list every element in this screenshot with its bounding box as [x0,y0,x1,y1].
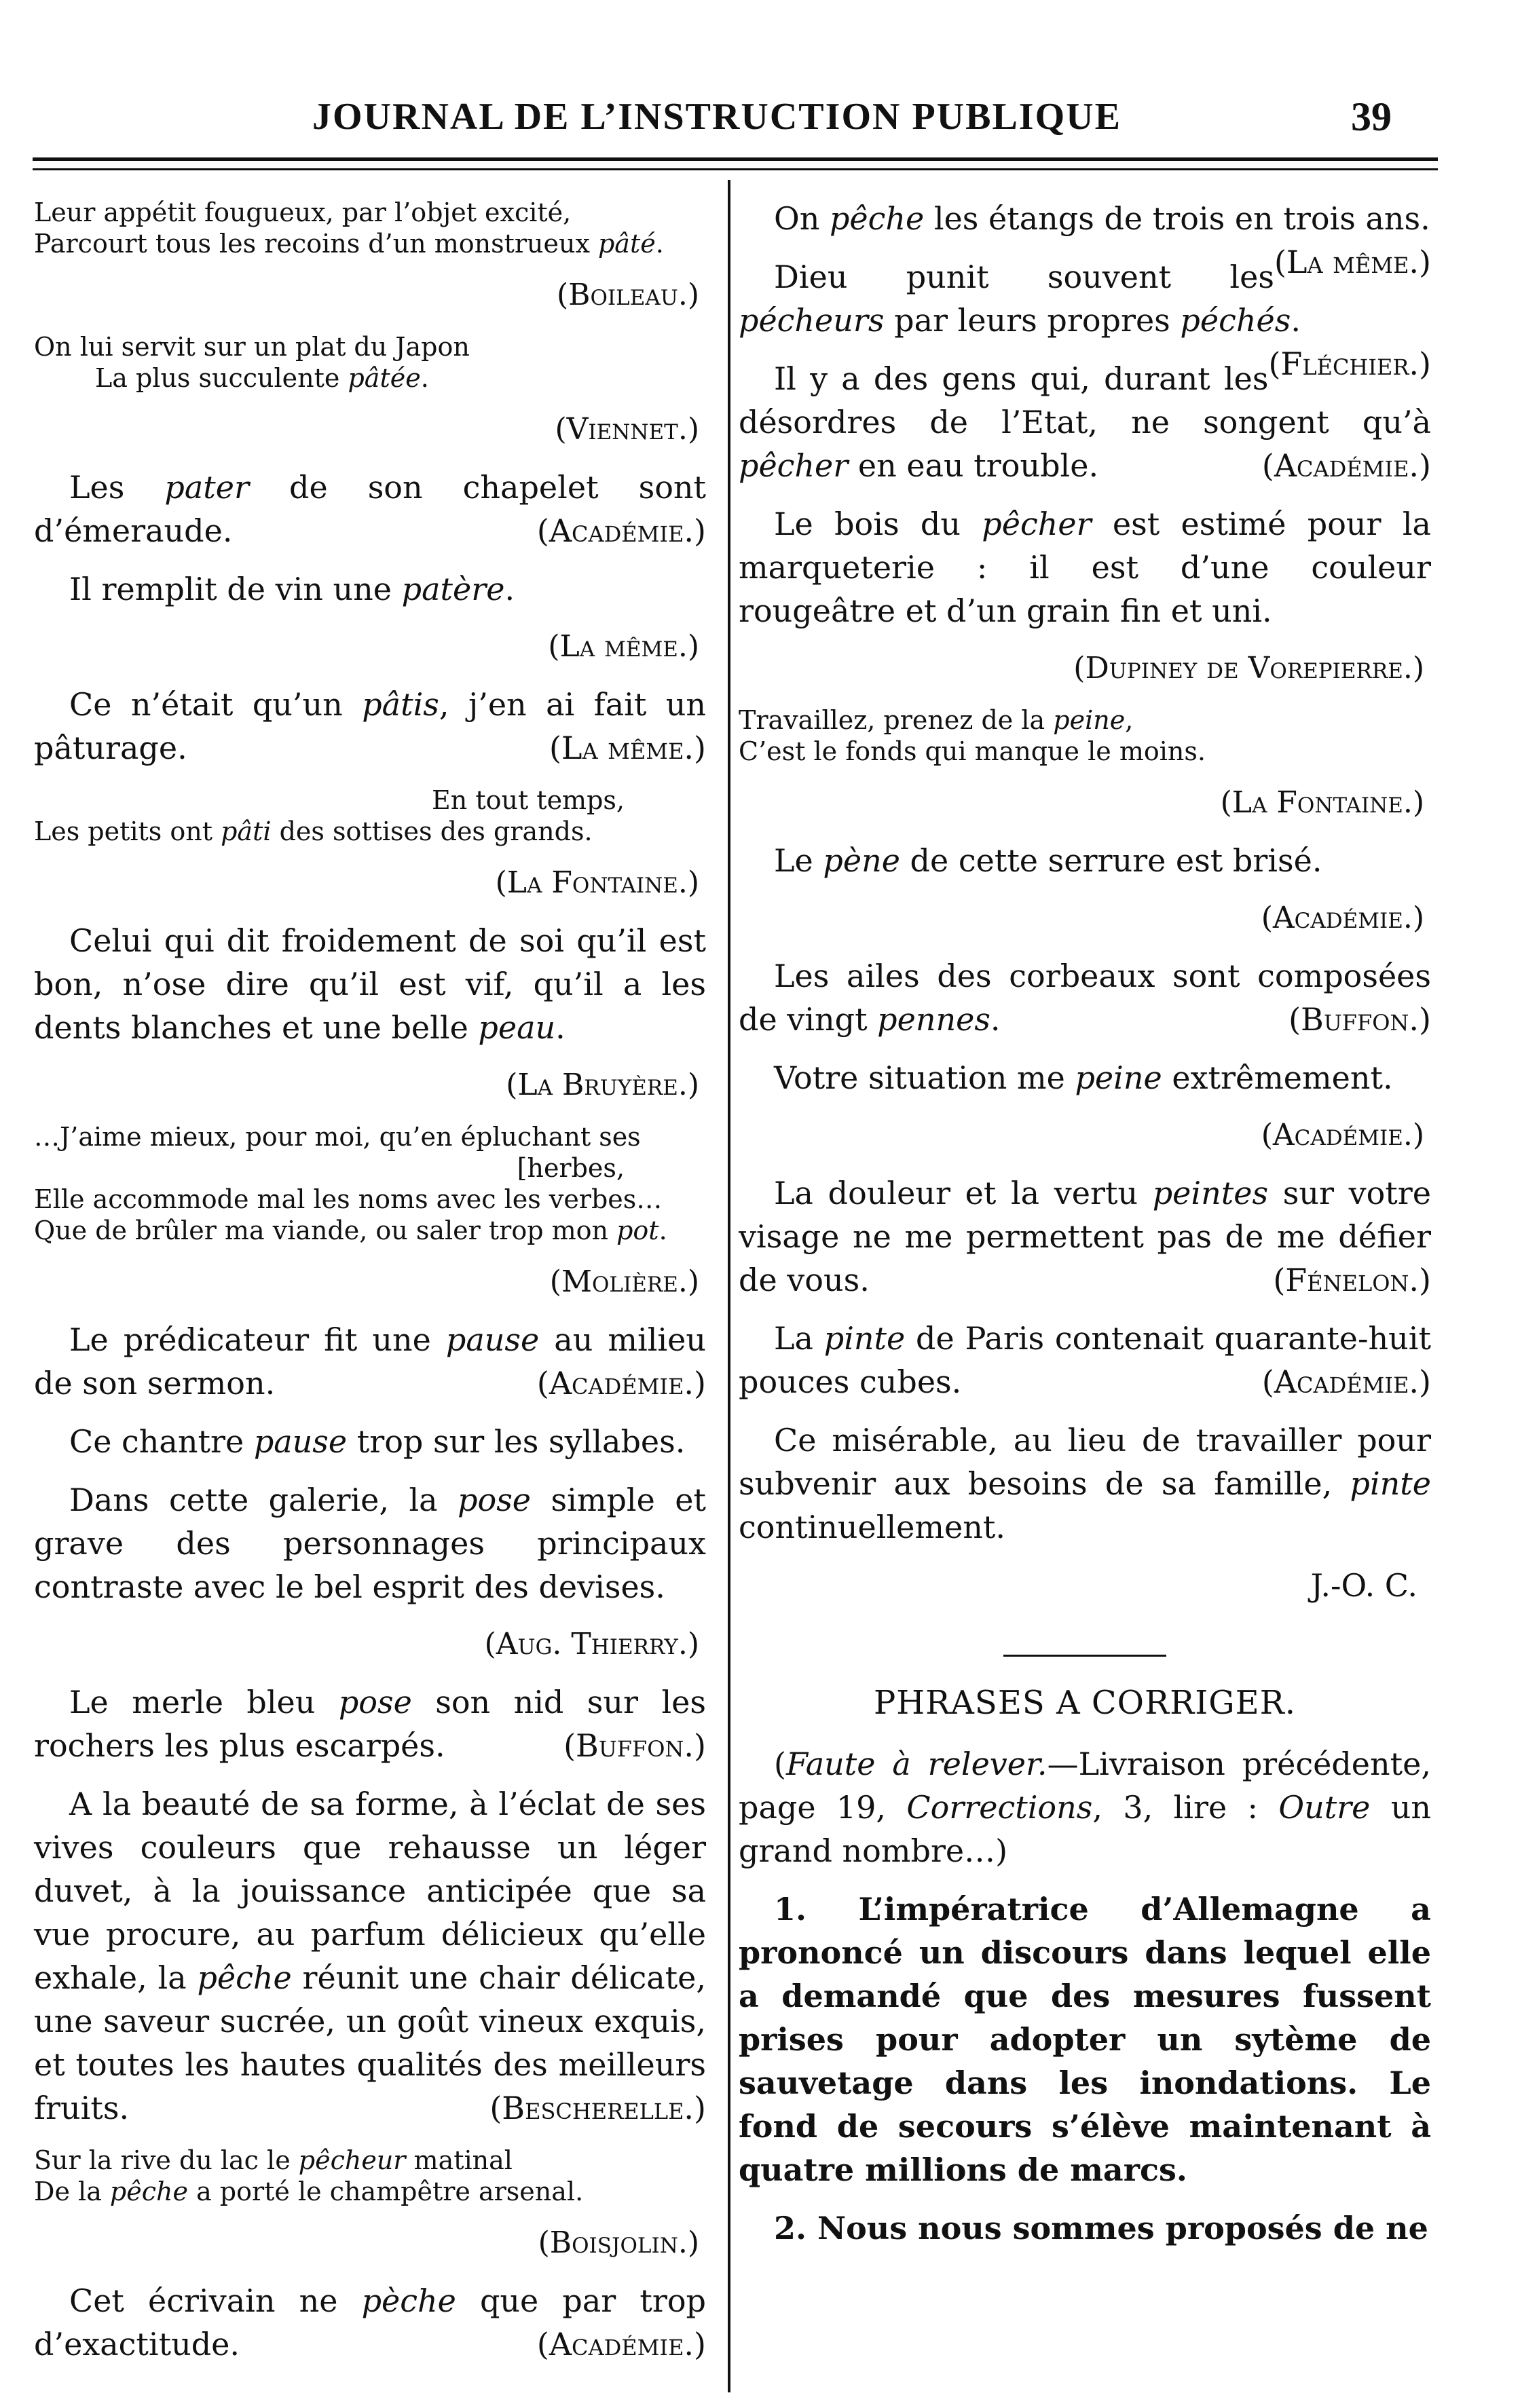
verse-text: des sottises des grands. [271,816,593,846]
keyword: pâtis [362,686,439,723]
verse-text: Travaillez, prenez de la [739,705,1054,735]
verse-line [739,704,1431,736]
verse-text: Que de brûler ma viande, ou saler trop mon [34,1216,617,1245]
note-mid-1: —Livraison précédente, page 19, [739,1746,1431,1826]
verse-line [34,228,706,259]
sentence-text: de Paris contenait quarante-huit pouces cubes. [739,1320,1431,1400]
verse-text: . [420,363,429,393]
citation: (La même.) [548,629,699,664]
verse-text: matinal [405,2145,513,2175]
sentence-text: Les ailes des corbeaux sont composées de vingt [739,958,1431,1038]
keyword: pène [823,842,900,879]
verse-quote [34,1121,706,1246]
erratum-note [739,1742,1431,1873]
running-header [0,88,1539,156]
sentence-text: Ce misérable, au lieu de travailler pour subvenir aux besoins de sa famille, [739,1422,1431,1502]
citation: (Boisjolin.) [538,2225,699,2260]
example-sentence [34,1478,706,1609]
sentence-text: au milieu de son sermon. [34,1321,706,1401]
example-sentence [34,1420,706,1463]
keyword: patère [401,571,505,607]
example-sentence [739,1171,1431,1302]
keyword: pose [458,1482,532,1518]
sentence-text: est estimé pour la marqueterie : il est d’une couleur rougeâtre et d’un grain fin et uni. [739,506,1431,629]
sentence-text: que par trop d’exactitude. [34,2282,707,2363]
citation: (Académie.) [1261,447,1431,484]
sentence-text: . [1291,302,1301,339]
verse-quote [34,785,706,847]
keyword: pause [445,1321,540,1358]
keyword: pâtée [348,363,421,393]
citation: (Molière.) [549,1264,699,1299]
note-open: ( [774,1746,786,1782]
example-sentence [34,2279,706,2366]
example-sentence [34,1782,706,2130]
verse-text: Leur appétit fougueux, par l’objet excité, [34,197,572,227]
page-number: 39 [1351,94,1392,139]
verse-text: De la [34,2177,110,2206]
keyword: pinte [823,1320,906,1357]
section-heading: PHRASES A CORRIGER. [873,1684,1297,1722]
sentence-text: Celui qui dit froidement de soi qu’il est bon, n’ose dire qu’il est vif, qu’il a les dents blanches et une belle [34,922,706,1046]
sentence-text: , j’en ai fait un pâturage. [34,686,706,766]
citation: (Fléchier.) [1268,345,1431,382]
author-signature: J.-O. C. [1310,1567,1417,1604]
citation: (Académie.) [536,2326,706,2363]
sentence-text: Ce n’était qu’un [69,686,363,723]
verse-text: , [1125,705,1134,735]
sentence-text: les étangs de trois en trois ans. [924,200,1430,237]
sentence-text: Le merle bleu [69,1684,339,1720]
citation: (Académie.) [1261,901,1424,935]
example-sentence [34,567,706,611]
sentence-text: par leurs propres [884,302,1181,339]
verse-line [34,1215,706,1246]
verse-line [34,785,706,816]
keyword: pater [164,469,249,506]
citation: (Viennet.) [555,412,699,447]
example-sentence [34,1680,706,1767]
keyword: peine [1053,705,1126,735]
sentence-text: Cet écrivain ne [69,2282,362,2319]
citation: (Aug. Thierry.) [484,1627,699,1661]
note-em-3: Outre [1278,1789,1371,1826]
verse-quote [34,197,706,259]
example-sentence [739,954,1431,1041]
citation: (Buffon.) [563,1727,706,1764]
sentence-text: Dans cette galerie, la [69,1482,458,1518]
verse-text: La plus succulente [95,363,348,393]
verse-text: [herbes, [517,1153,625,1183]
example-sentence [739,502,1431,633]
citation: (Académie.) [536,512,706,549]
keyword: pâti [221,816,272,846]
sentence-text: Le bois du [774,506,982,542]
verse-text: Parcourt tous les recoins d’un monstrueux [34,229,598,259]
citation: (Académie.) [1261,1118,1424,1152]
column-divider [728,180,730,2392]
sentence-text: Dieu punit souvent les [774,259,1274,295]
journal-title: JOURNAL DE L’INSTRUCTION PUBLIQUE [312,96,1121,138]
verse-line [34,2176,706,2207]
sentence-text: A la beauté de sa forme, à l’éclat de ses vives couleurs que rehausse un léger duvet, à la jouissance anticipée que sa vue procure, au parfum délicieux qu’elle exhale, la [34,1786,706,1996]
keyword: peintes [1152,1175,1269,1211]
verse-line [34,197,706,228]
verse-line [34,1152,706,1184]
keyword: peine [1075,1059,1162,1096]
verse-quote [34,2145,706,2207]
sentence-text: . [555,1009,565,1046]
note-em-1: Faute à relever. [785,1746,1047,1782]
verse-text: En tout temps, [432,785,625,815]
verse-line [34,362,706,394]
header-rule-thin [33,168,1438,170]
sentence-text: Il remplit de vin une [69,571,402,607]
sentence-text: On [774,200,830,237]
sentence-text: . [504,571,515,607]
verse-line [739,736,1431,767]
sentence-text: Le prédicateur fit une [69,1321,446,1358]
sentence-text: sur votre visage ne me permettent pas de me défier de vous. [739,1175,1431,1298]
example-sentence [34,683,706,770]
verse-text: a porté le champêtre arsenal. [187,2177,584,2206]
verse-text: On lui servit sur un plat du Japon [34,332,470,362]
citation: (Fénelon.) [1273,1262,1431,1298]
sentence-text: extrêmement. [1162,1059,1393,1096]
note-mid-2: , 3, lire : [1092,1789,1279,1826]
verse-text: Les petits ont [34,816,221,846]
sentence-text: trop sur les syllabes. [347,1423,686,1460]
sentence-text: Les [69,469,165,506]
left-column [34,197,706,2381]
verse-quote [739,704,1431,767]
sentence-text: Le [774,842,823,879]
correction-item-2: 2. Nous nous sommes proposés de ne [774,2210,1428,2246]
verse-text: Elle accommode mal les noms avec les verbes… [34,1184,663,1214]
sentence-text: Il y a des gens qui, durant les désordres de l’Etat, ne songent qu’à [739,360,1431,440]
keyword: pêcheur [298,2145,406,2175]
sentence-text: son nid sur les rochers les plus escarpés. [34,1684,706,1764]
example-sentence [739,1056,1431,1099]
verse-text: Sur la rive du lac le [34,2145,299,2175]
sentence-text: La [774,1320,824,1357]
example-sentence [739,1317,1431,1404]
sentence-text: Ce chantre [69,1423,254,1460]
sentence-text: La douleur et la vertu [774,1175,1153,1211]
keyword: peau [478,1009,556,1046]
keyword: pêche [829,200,925,237]
citation: (La Fontaine.) [1220,785,1424,820]
citation: (La même.) [1274,244,1431,280]
citation: (Bescherelle.) [489,2090,706,2126]
keyword: pinte [1350,1465,1431,1502]
sentence-text: en eau trouble. [848,447,1099,484]
keyword: pèche [361,2282,456,2319]
sentence-text: continuellement. [739,1509,1005,1545]
verse-text: . [655,229,664,259]
example-sentence [739,1418,1431,1549]
keyword: pot [616,1216,659,1245]
note-end: un grand nombre…) [739,1789,1431,1869]
keyword: pêcher [982,506,1092,542]
correction-item-1: 1. L’impératrice d’Allemagne a prononcé un discours dans lequel elle a demandé que des mesures fussent prises pour adopter un sytème de sauvetage dans les inondations. Le fond de secours s’élève maintenant à quatre millions de marcs. [739,1891,1431,2188]
keyword: pose [338,1684,412,1720]
citation: (Académie.) [536,1365,706,1401]
citation: (La même.) [549,730,706,766]
keyword: pécheurs [739,302,885,339]
verse-line [34,816,706,847]
verse-line [34,1184,706,1215]
sentence-text: Votre situation me [774,1059,1075,1096]
keyword: pêche [109,2177,188,2206]
verse-quote [34,331,706,394]
citation: (Buffon.) [1288,1001,1431,1038]
citation: (La Fontaine.) [495,865,699,900]
example-sentence [34,1318,706,1405]
verse-text: …J’aime mieux, pour moi, qu’en épluchant ses [34,1122,641,1152]
example-sentence [739,839,1431,882]
verse-text: . [659,1216,667,1245]
keyword: pause [253,1423,348,1460]
example-sentence [34,919,706,1049]
verse-line [34,2145,706,2176]
keyword: pêche [197,1959,292,1996]
section-separator [1003,1655,1166,1657]
verse-line [34,1121,706,1152]
example-sentence [34,466,706,552]
citation: (Boileau.) [556,278,699,312]
citation: (Dupiney de Vorepierre.) [1073,651,1424,685]
sentence-text: de son chapelet sont d’émeraude. [34,469,706,549]
right-column-examples [739,197,1431,1549]
right-column [739,197,1431,2265]
verse-line [34,331,706,362]
keyword: pennes [877,1001,990,1038]
sentence-text: simple et grave des personnages principaux contraste avec le bel esprit des devises. [34,1482,706,1605]
header-rule-thick [33,157,1438,161]
sentence-text: réunit une chair délicate, une saveur sucrée, un goût vineux exquis, et toutes les hautes qualités des meilleurs fruits. [34,1959,707,2126]
sentence-text: de cette serrure est brisé. [900,842,1322,879]
keyword: pêcher [739,447,849,484]
keyword: péchés [1180,302,1291,339]
citation: (Académie.) [1261,1363,1431,1400]
note-em-2: Corrections [906,1789,1093,1826]
keyword: pâté [597,229,656,259]
verse-text: C’est le fonds qui manque le moins. [739,736,1206,766]
sentence-text: . [990,1001,1001,1038]
citation: (La Bruyère.) [506,1068,699,1102]
